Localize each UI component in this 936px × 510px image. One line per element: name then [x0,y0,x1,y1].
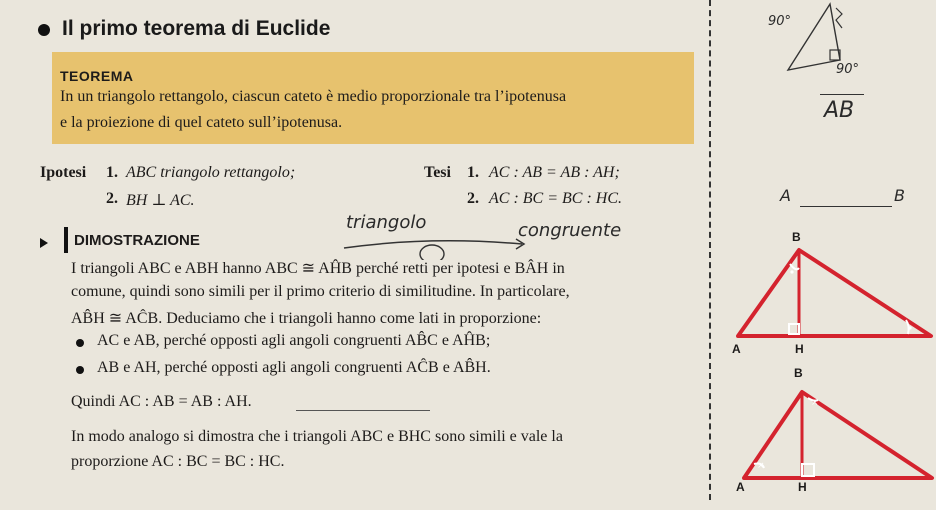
demo-line-2: comune, quindi sono simili per il primo criterio di similitudine. In particolare, [71,283,570,300]
thesis-item-2-number: 2. [467,190,479,207]
demo-bullet-1: AC e AB, perché opposti agli angoli congruenti AB̂C e AĤB; [97,332,491,349]
triangle-figure-2 [726,382,936,482]
triangle-1-angle-c [906,320,909,334]
demo-conclusion: Quindi AC : AB = AB : AH. [71,393,252,410]
hypothesis-item-1-number: 1. [106,164,118,181]
svg-text:×: × [757,461,765,471]
figure-1-label-a: A [732,342,741,356]
thesis-item-1-number: 1. [467,164,479,181]
figure-1-label-h: H [795,342,804,356]
handwritten-ab-bar [820,94,864,95]
handwritten-ab: AB [824,98,855,123]
margin-divider [709,0,711,500]
theorem-text-line-2: e la proiezione di quel cateto sull’ipotenusa. [60,114,343,131]
demo-label: DIMOSTRAZIONE [74,232,200,249]
demo-arrow-icon [40,238,48,248]
demo-analog-line-1: In modo analogo si dimostra che i triangoli ABC e BHC sono simili e vale la [71,428,563,445]
bullet-dot-2 [76,366,84,374]
theorem-text-line-1: In un triangolo rettangolo, ciascun cateto è medio proporzionale tra l’ipotenusa [60,88,567,105]
thesis-item-1: AC : AB = AB : AH; [489,164,620,181]
handwritten-segment [800,206,892,207]
demo-bar [64,227,68,253]
handwritten-arrow [340,230,530,260]
handwritten-a: A [780,186,791,205]
handwritten-sketch [770,0,890,80]
handwritten-congruente: congruente [518,220,622,241]
triangle-2-outline [744,392,932,478]
page-title: Il primo teorema di Euclide [62,17,331,40]
figure-2-label-b: B [794,366,803,380]
thesis-label: Tesi [424,164,451,181]
demo-line-3: AB̂H ≅ AĈB. Deduciamo che i triangoli hanno come lati in proporzione: [71,310,542,327]
conclusion-underline [296,410,430,411]
demo-analog-line-2: proporzione AC : BC = BC : HC. [71,453,285,470]
triangle-2-right-angle [802,464,814,476]
figure-2-label-h: H [798,480,807,494]
hypothesis-item-1: ABC triangolo rettangolo; [126,164,296,181]
figure-2-label-a: A [736,480,745,494]
theorem-box [52,52,694,144]
demo-line-1: I triangoli ABC e ABH hanno ABC ≅ AĤB perché retti per ipotesi e BÂH in [71,260,565,277]
handwritten-b: B [894,186,905,205]
title-bullet [38,24,50,36]
hypothesis-item-2-number: 2. [106,190,118,207]
handwritten-90-top: 90° [768,14,792,29]
triangle-1-outline [738,250,931,336]
handwritten-triangolo: triangolo [346,212,427,233]
theorem-label: TEOREMA [60,68,134,84]
hypothesis-label: Ipotesi [40,164,87,181]
thesis-item-2: AC : BC = BC : HC. [489,190,623,207]
figure-1-label-b: B [792,230,801,244]
demo-bullet-2: AB e AH, perché opposti agli angoli congruenti AĈB e AB̂H. [97,359,491,376]
bullet-dot-1 [76,339,84,347]
svg-text:×: × [811,398,819,408]
triangle-figure-1 [726,244,936,344]
handwritten-90-bottom: 90° [836,62,860,77]
hypothesis-item-2: BH ⊥ AC. [126,192,195,209]
